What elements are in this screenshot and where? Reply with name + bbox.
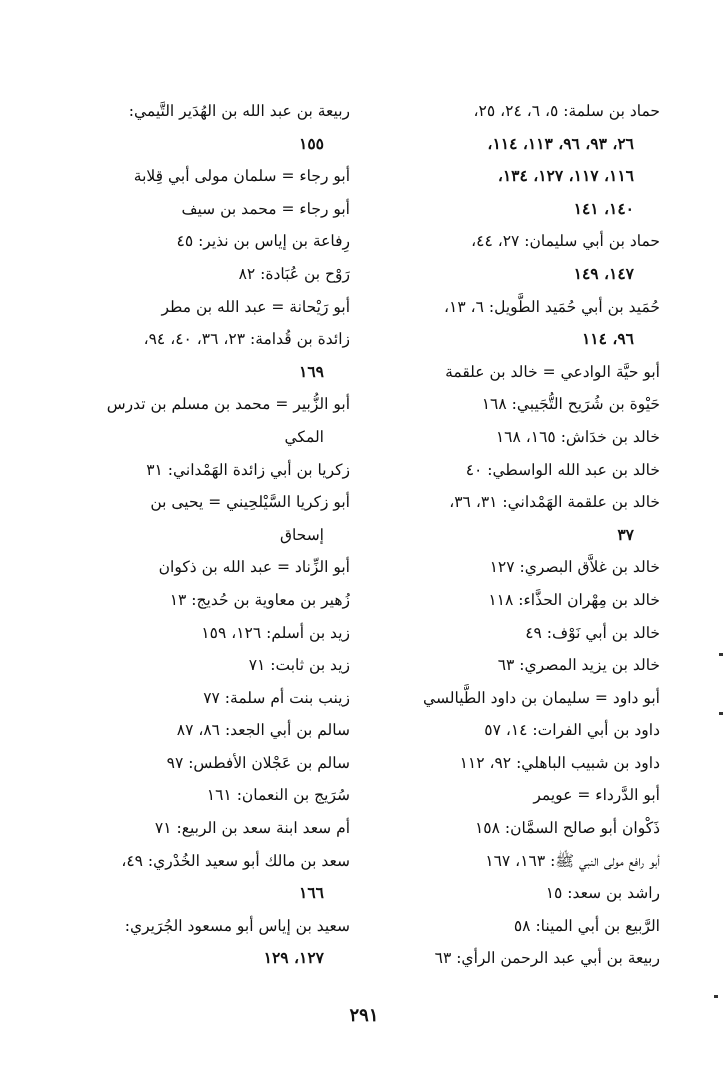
index-entry: ربيعة بن أبي عبد الرحمن الرأي: ٦٣ bbox=[434, 949, 660, 968]
index-entry: خالد بن علقمة الهَمْداني: ٣١، ٣٦، bbox=[449, 493, 660, 512]
scan-mark bbox=[719, 712, 723, 715]
index-column-left bbox=[60, 95, 350, 975]
index-entry: حماد بن سلمة: ٥، ٦، ٢٤، ٢٥، bbox=[473, 102, 660, 120]
index-entry: رِفاعة بن إياس بن نذير: ٤٥ bbox=[176, 232, 350, 251]
index-entry: أبو رافع مولى النبي ﷺ: ١٦٣، ١٦٧ bbox=[485, 851, 660, 870]
index-entry: زينب بنت أم سلمة: ٧٧ bbox=[203, 688, 350, 707]
index-entry-continuation: ٩٦، ١١٤ bbox=[581, 329, 634, 349]
index-entry: خالد بن غلاَّق البصري: ١٢٧ bbox=[489, 558, 660, 577]
index-entry: أبو الزِّناد = عبد الله بن ذكوان bbox=[158, 558, 350, 577]
index-entry: سالم بن أبي الجعد: ٨٦، ٨٧ bbox=[176, 721, 350, 740]
index-entry-continuation: إسحاق bbox=[279, 525, 324, 544]
index-entry: أبو زكريا السَّيْلحِيني = يحيى بن bbox=[150, 493, 350, 512]
scan-mark bbox=[719, 653, 723, 656]
index-entry: ذَكْوان أبو صالح السمَّان: ١٥٨ bbox=[474, 819, 660, 838]
index-entry: زائدة بن قُدامة: ٢٣، ٣٦، ٤٠، ٩٤، bbox=[143, 330, 350, 349]
index-entry: أبو الدَّرداء = عويمر bbox=[533, 786, 660, 805]
index-entry: أبو رجاء = محمد بن سيف bbox=[181, 199, 350, 218]
index-entry: أبو داود = سليمان بن داود الطَّيالسي bbox=[423, 688, 660, 707]
scan-mark bbox=[714, 995, 718, 998]
index-entry-continuation: ١١٦، ١١٧، ١٢٧، ١٣٤، bbox=[497, 166, 634, 186]
index-entry: زكريا بن أبي زائدة الهَمْداني: ٣١ bbox=[146, 460, 350, 479]
index-entry: ربيعة بن عبد الله بن الهُدَير التَّيمي: bbox=[128, 102, 350, 120]
index-entry: سالم بن عَجْلان الأفطس: ٩٧ bbox=[166, 753, 350, 772]
index-entry: حُمَيد بن أبي حُمَيد الطَّويل: ٦، ١٣، bbox=[444, 297, 660, 316]
index-entry-continuation: ١٦٦ bbox=[299, 883, 324, 903]
index-entry: خالد بن مِهْران الحذَّاء: ١١٨ bbox=[488, 590, 660, 609]
index-entry-continuation: ١٥٥ bbox=[299, 133, 324, 153]
index-entry: زيد بن ثابت: ٧١ bbox=[248, 656, 350, 675]
index-entry: داود بن شبيب الباهلي: ٩٢، ١١٢ bbox=[459, 753, 660, 772]
index-entry: أبو رَيْحانة = عبد الله بن مطر bbox=[161, 297, 350, 316]
index-entry-continuation: ١٢٧، ١٢٩ bbox=[263, 948, 324, 968]
index-entry: أم سعد ابنة سعد بن الربيع: ٧١ bbox=[154, 819, 350, 838]
index-entry: داود بن أبي الفرات: ١٤، ٥٧ bbox=[484, 721, 660, 740]
index-entry: زُهير بن معاوية بن حُديج: ١٣ bbox=[169, 590, 350, 609]
index-entry: سعد بن مالك أبو سعيد الخُدْري: ٤٩، bbox=[121, 851, 350, 870]
index-entry: خالد بن يزيد المصري: ٦٣ bbox=[497, 656, 660, 675]
index-entry: راشد بن سعد: ١٥ bbox=[545, 884, 660, 903]
index-entry: سعيد بن إياس أبو مسعود الجُرَيري: bbox=[124, 916, 350, 935]
index-entry: أبو الزُّبير = محمد بن مسلم بن تدرس bbox=[106, 395, 350, 414]
index-entry: زيد بن أسلم: ١٢٦، ١٥٩ bbox=[201, 623, 350, 642]
index-entry-continuation: ١٤٧، ١٤٩ bbox=[573, 263, 634, 283]
index-entry: سُرَيج بن النعمان: ١٦١ bbox=[206, 786, 350, 805]
page-number: ٢٩١ bbox=[349, 1005, 379, 1026]
index-entry: أبو حيَّة الوادعي = خالد بن علقمة bbox=[445, 362, 660, 381]
index-entry: رَوْح بن عُبَادة: ٨٢ bbox=[238, 264, 350, 283]
index-entry: أبو رجاء = سلمان مولى أبي قِلابة bbox=[133, 167, 350, 186]
index-entry-continuation: ٢٦، ٩٣، ٩٦، ١١٣، ١١٤، bbox=[487, 133, 634, 153]
index-entry: الرَّبيع بن أبي المينا: ٥٨ bbox=[513, 916, 660, 935]
index-entry-continuation: المكي bbox=[284, 427, 324, 446]
index-entry-continuation: ٣٧ bbox=[617, 524, 634, 544]
index-entry-continuation: ١٦٩ bbox=[299, 361, 324, 381]
index-column-right bbox=[370, 95, 660, 975]
index-entry: خالد بن خدَاش: ١٦٥، ١٦٨ bbox=[495, 427, 660, 446]
index-entry: خالد بن أبي نَوْف: ٤٩ bbox=[525, 623, 660, 642]
index-entry: حَيْوة بن شُرَيح التُّجَيبي: ١٦٨ bbox=[481, 395, 660, 414]
index-entry-continuation: ١٤٠، ١٤١ bbox=[573, 198, 634, 218]
index-entry: حماد بن أبي سليمان: ٢٧، ٤٤، bbox=[471, 232, 660, 251]
index-entry: خالد بن عبد الله الواسطي: ٤٠ bbox=[465, 460, 660, 479]
